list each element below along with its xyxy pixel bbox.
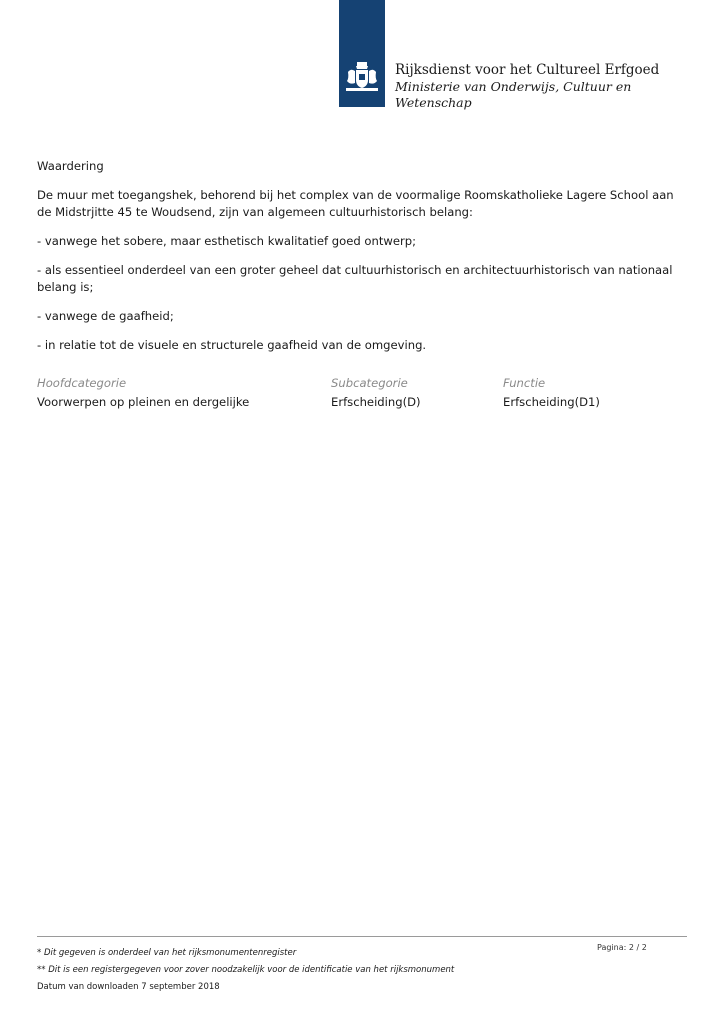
ministry-line-1: Ministerie van Onderwijs, Cultuur en <box>395 79 632 94</box>
value-subcategorie: Erfscheiding(D) <box>331 395 421 409</box>
footer-divider <box>37 936 687 937</box>
organization-name <box>395 62 659 111</box>
document-body <box>37 158 687 366</box>
value-hoofdcategorie: Voorwerpen op pleinen en dergelijke <box>37 395 250 409</box>
header-hoofdcategorie: Hoofdcategorie <box>37 376 127 390</box>
header-functie: Functie <box>503 376 546 390</box>
coat-of-arms-icon <box>344 60 380 96</box>
logo-bar <box>339 0 385 107</box>
page-number: Pagina: 2 / 2 <box>597 943 647 952</box>
paragraph: - als essentieel onderdeel van een groter geheel dat cultuurhistorisch en architectuurhistorisch van nationaal belang is; <box>37 263 673 294</box>
org-name: Rijksdienst voor het Cultureel Erfgoed <box>395 62 660 78</box>
download-date: Datum van downloaden 7 september 2018 <box>37 982 220 992</box>
footnote-1: * Dit gegeven is onderdeel van het rijksmonumentenregister <box>37 948 297 958</box>
paragraph: De muur met toegangshek, behorend bij het complex van de voormalige Roomskatholieke Lagere School aan de Midstrjitte 45 te Woudsend, zijn van algemeen cultuurhistorisch belang: <box>37 188 674 219</box>
value-functie: Erfscheiding(D1) <box>503 395 600 409</box>
paragraph: - vanwege de gaafheid; <box>37 309 174 323</box>
ministry-line-2: Wetenschap <box>395 95 472 110</box>
header-subcategorie: Subcategorie <box>331 376 408 390</box>
paragraph: - vanwege het sobere, maar esthetisch kwalitatief goed ontwerp; <box>37 234 417 248</box>
section-title: Waardering <box>37 159 104 173</box>
footnote-2: ** Dit is een registergegeven voor zover noodzakelijk voor de identificatie van het rijksmonument <box>37 965 455 975</box>
paragraph: - in relatie tot de visuele en structurele gaafheid van de omgeving. <box>37 338 427 352</box>
